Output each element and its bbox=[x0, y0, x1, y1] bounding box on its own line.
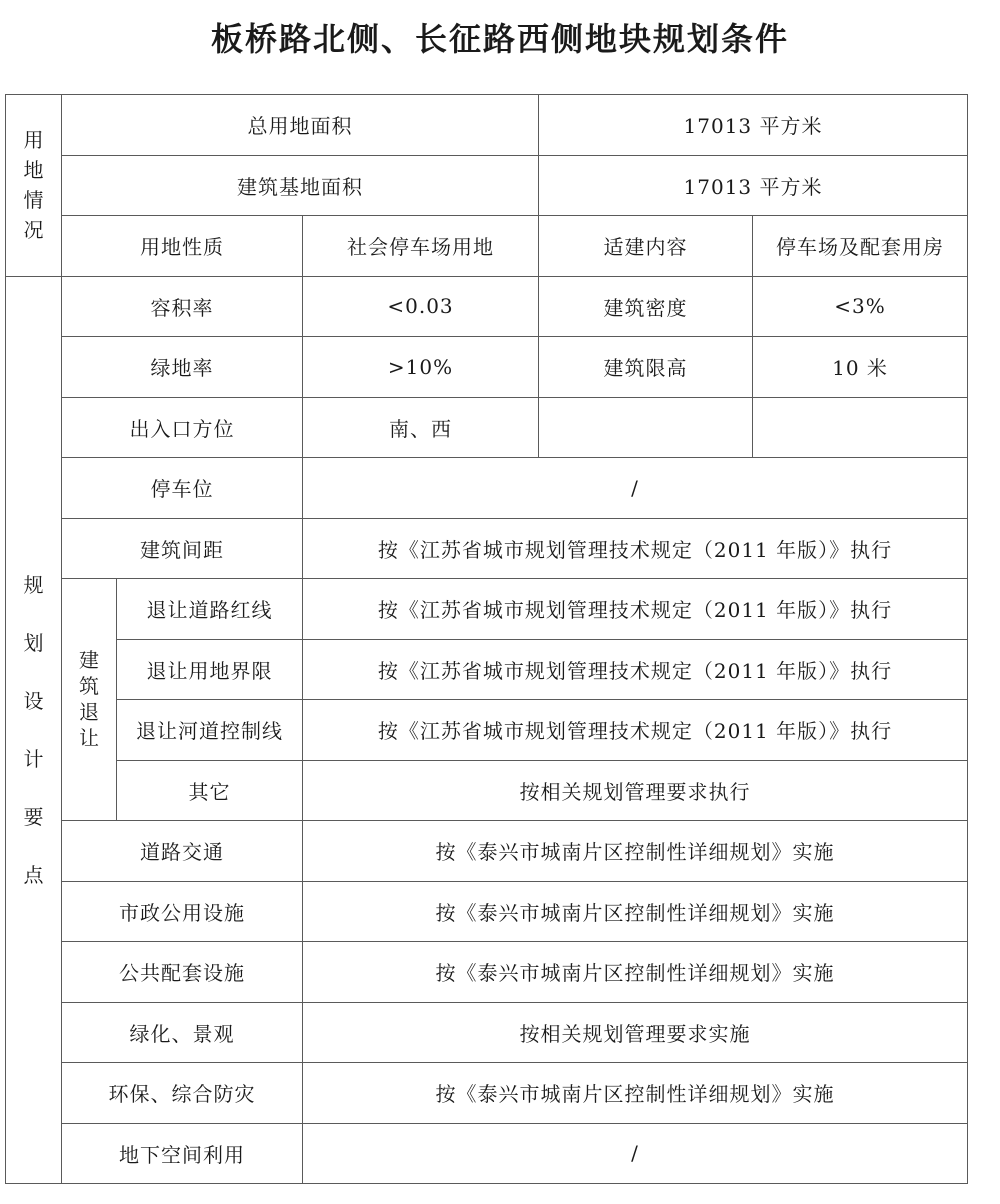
empty-cell bbox=[539, 397, 753, 458]
setback-land-value: 按《江苏省城市规划管理技术规定（2011 年版）》执行 bbox=[303, 639, 968, 700]
traffic-value: 按《泰兴市城南片区控制性详细规划》实施 bbox=[303, 821, 968, 882]
spacing-value: 按《江苏省城市规划管理技术规定（2011 年版）》执行 bbox=[303, 518, 968, 579]
disaster-prevention-label: 环保、综合防灾 bbox=[62, 1063, 303, 1124]
table-row bbox=[6, 276, 968, 337]
setback-river-label: 退让河道控制线 bbox=[117, 700, 303, 761]
table-row bbox=[6, 155, 968, 216]
land-use-label: 用地性质 bbox=[62, 216, 303, 277]
spacing-label: 建筑间距 bbox=[62, 518, 303, 579]
entrance-label: 出入口方位 bbox=[62, 397, 303, 458]
landscape-value: 按相关规划管理要求实施 bbox=[303, 1002, 968, 1063]
green-label: 绿地率 bbox=[62, 337, 303, 398]
entrance-value: 南、西 bbox=[303, 397, 539, 458]
setback-other-value: 按相关规划管理要求执行 bbox=[303, 760, 968, 821]
table-row bbox=[6, 821, 968, 882]
setback-road-value: 按《江苏省城市规划管理技术规定（2011 年版）》执行 bbox=[303, 579, 968, 640]
building-base-value: 17013 平方米 bbox=[539, 155, 968, 216]
table-row bbox=[6, 95, 968, 156]
parking-value: / bbox=[303, 458, 968, 519]
table-row bbox=[6, 1123, 968, 1184]
underground-value: / bbox=[303, 1123, 968, 1184]
table-row bbox=[6, 1063, 968, 1124]
far-label: 容积率 bbox=[62, 276, 303, 337]
table-row bbox=[6, 760, 968, 821]
disaster-prevention-value: 按《泰兴市城南片区控制性详细规划》实施 bbox=[303, 1063, 968, 1124]
content-value: 停车场及配套用房 bbox=[753, 216, 968, 277]
traffic-label: 道路交通 bbox=[62, 821, 303, 882]
density-value: <3% bbox=[753, 276, 968, 337]
table-row bbox=[6, 337, 968, 398]
table-row bbox=[6, 579, 968, 640]
document-title: 板桥路北侧、长征路西侧地块规划条件 bbox=[210, 20, 789, 58]
green-value: >10% bbox=[303, 337, 539, 398]
table-row bbox=[6, 639, 968, 700]
planning-conditions-table bbox=[5, 94, 968, 1184]
underground-label: 地下空间利用 bbox=[62, 1123, 303, 1184]
far-value: <0.03 bbox=[303, 276, 539, 337]
table-row bbox=[6, 881, 968, 942]
table-row bbox=[6, 700, 968, 761]
table-row bbox=[6, 518, 968, 579]
total-area-value: 17013 平方米 bbox=[539, 95, 968, 156]
land-use-value: 社会停车场用地 bbox=[303, 216, 539, 277]
design-section-label: 规 划 设 计 要 点 bbox=[6, 276, 62, 1184]
empty-cell bbox=[753, 397, 968, 458]
building-base-label: 建筑基地面积 bbox=[62, 155, 539, 216]
height-value: 10 米 bbox=[753, 337, 968, 398]
density-label: 建筑密度 bbox=[539, 276, 753, 337]
landscape-label: 绿化、景观 bbox=[62, 1002, 303, 1063]
land-section-label: 用 地 情 况 bbox=[6, 95, 62, 277]
public-facilities-label: 公共配套设施 bbox=[62, 942, 303, 1003]
setback-land-label: 退让用地界限 bbox=[117, 639, 303, 700]
table-row bbox=[6, 216, 968, 277]
total-area-label: 总用地面积 bbox=[62, 95, 539, 156]
public-facilities-value: 按《泰兴市城南片区控制性详细规划》实施 bbox=[303, 942, 968, 1003]
height-label: 建筑限高 bbox=[539, 337, 753, 398]
table-row bbox=[6, 458, 968, 519]
setback-river-value: 按《江苏省城市规划管理技术规定（2011 年版）》执行 bbox=[303, 700, 968, 761]
content-label: 适建内容 bbox=[539, 216, 753, 277]
table-row bbox=[6, 942, 968, 1003]
municipal-value: 按《泰兴市城南片区控制性详细规划》实施 bbox=[303, 881, 968, 942]
table-row bbox=[6, 1002, 968, 1063]
setback-road-label: 退让道路红线 bbox=[117, 579, 303, 640]
parking-label: 停车位 bbox=[62, 458, 303, 519]
setback-group-label: 建 筑 退 让 bbox=[62, 579, 117, 821]
table-row bbox=[6, 397, 968, 458]
setback-other-label: 其它 bbox=[117, 760, 303, 821]
municipal-label: 市政公用设施 bbox=[62, 881, 303, 942]
